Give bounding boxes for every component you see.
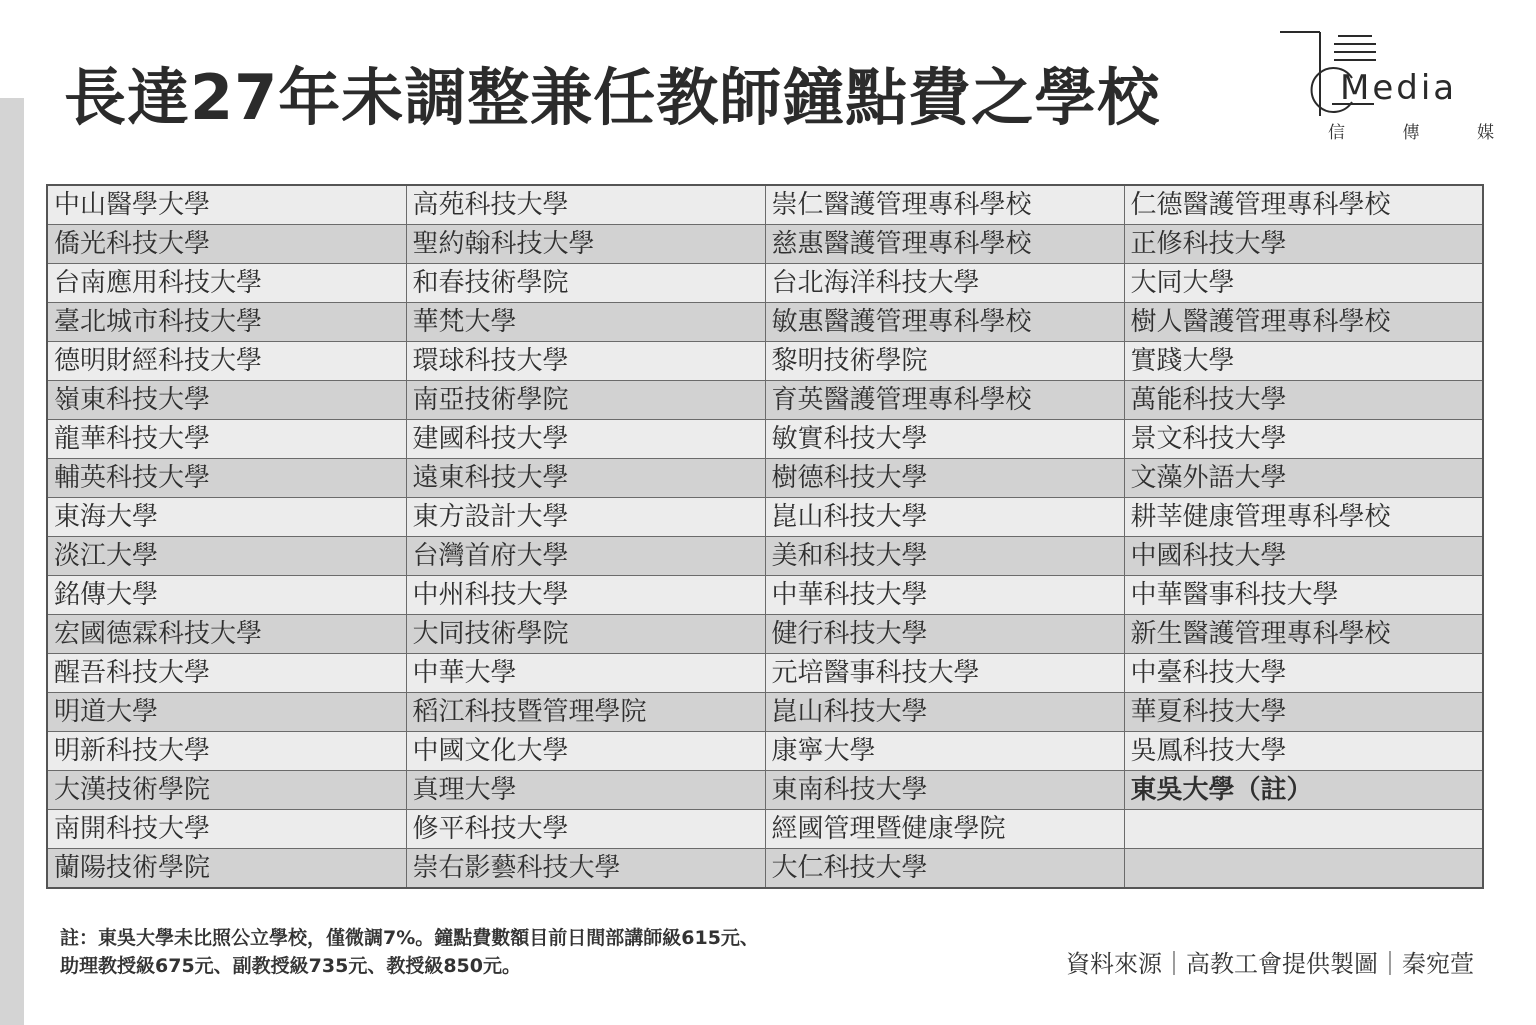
school-cell: 健行科技大學 — [765, 615, 1124, 654]
table-row — [47, 381, 1483, 420]
school-cell: 育英醫護管理專科學校 — [765, 381, 1124, 420]
school-cell: 景文科技大學 — [1124, 420, 1483, 459]
table-row — [47, 342, 1483, 381]
page-title: 長達27年未調整兼任教師鐘點費之學校 — [64, 61, 1161, 134]
table-row — [47, 264, 1483, 303]
schools-table — [46, 184, 1484, 889]
school-cell: 仁德醫護管理專科學校 — [1124, 185, 1483, 225]
school-cell: 華夏科技大學 — [1124, 693, 1483, 732]
school-cell: 中華科技大學 — [765, 576, 1124, 615]
school-cell: 新生醫護管理專科學校 — [1124, 615, 1483, 654]
school-cell: 中華醫事科技大學 — [1124, 576, 1483, 615]
logo-char: 傳 — [1402, 123, 1420, 143]
school-cell: 中臺科技大學 — [1124, 654, 1483, 693]
table-row — [47, 420, 1483, 459]
table-row — [47, 303, 1483, 342]
school-cell — [1124, 810, 1483, 849]
logo-char: 媒 — [1477, 123, 1494, 143]
school-cell: 樹德科技大學 — [765, 459, 1124, 498]
school-cell: 敏實科技大學 — [765, 420, 1124, 459]
school-cell: 聖約翰科技大學 — [406, 225, 765, 264]
school-cell: 中華大學 — [406, 654, 765, 693]
footnote — [60, 924, 759, 980]
school-cell: 吳鳳科技大學 — [1124, 732, 1483, 771]
school-cell: 南亞技術學院 — [406, 381, 765, 420]
school-cell: 醒吾科技大學 — [47, 654, 406, 693]
school-cell: 崇右影藝科技大學 — [406, 849, 765, 889]
school-cell: 龍華科技大學 — [47, 420, 406, 459]
school-cell: 實踐大學 — [1124, 342, 1483, 381]
school-cell: 明新科技大學 — [47, 732, 406, 771]
school-cell: 中山醫學大學 — [47, 185, 406, 225]
logo-chinese-name — [1328, 118, 1494, 143]
table-row — [47, 849, 1483, 889]
school-cell: 崑山科技大學 — [765, 498, 1124, 537]
school-cell: 稻江科技暨管理學院 — [406, 693, 765, 732]
school-cell: 和春技術學院 — [406, 264, 765, 303]
school-cell: 萬能科技大學 — [1124, 381, 1483, 420]
school-cell: 淡江大學 — [47, 537, 406, 576]
school-cell: 嶺東科技大學 — [47, 381, 406, 420]
table-row — [47, 810, 1483, 849]
school-cell: 明道大學 — [47, 693, 406, 732]
school-cell: 崑山科技大學 — [765, 693, 1124, 732]
school-cell: 建國科技大學 — [406, 420, 765, 459]
school-cell: 崇仁醫護管理專科學校 — [765, 185, 1124, 225]
school-cell: 敏惠醫護管理專科學校 — [765, 303, 1124, 342]
footnote-line: 助理教授級675元、副教授級735元、教授級850元。 — [60, 955, 521, 977]
school-cell: 德明財經科技大學 — [47, 342, 406, 381]
school-cell: 正修科技大學 — [1124, 225, 1483, 264]
school-cell: 美和科技大學 — [765, 537, 1124, 576]
school-cell: 華梵大學 — [406, 303, 765, 342]
school-cell: 遠東科技大學 — [406, 459, 765, 498]
school-cell: 樹人醫護管理專科學校 — [1124, 303, 1483, 342]
school-cell: 宏國德霖科技大學 — [47, 615, 406, 654]
school-cell: 南開科技大學 — [47, 810, 406, 849]
school-cell: 環球科技大學 — [406, 342, 765, 381]
school-cell: 東吳大學（註） — [1124, 771, 1483, 810]
school-cell: 中國文化大學 — [406, 732, 765, 771]
school-cell: 東海大學 — [47, 498, 406, 537]
school-cell — [1124, 849, 1483, 889]
school-cell: 中國科技大學 — [1124, 537, 1483, 576]
table-row — [47, 185, 1483, 225]
school-cell: 經國管理暨健康學院 — [765, 810, 1124, 849]
source-credit: 資料來源｜高教工會提供製圖｜秦宛萱 — [1066, 950, 1474, 978]
school-cell: 修平科技大學 — [406, 810, 765, 849]
table-row — [47, 654, 1483, 693]
logo-char: 信 — [1328, 123, 1345, 143]
school-cell: 大漢技術學院 — [47, 771, 406, 810]
table-row — [47, 693, 1483, 732]
school-cell: 元培醫事科技大學 — [765, 654, 1124, 693]
footnote-line: 註：東吳大學未比照公立學校，僅微調7%。鐘點費數額目前日間部講師級615元、 — [60, 927, 759, 949]
school-cell: 中州科技大學 — [406, 576, 765, 615]
school-cell: 台北海洋科技大學 — [765, 264, 1124, 303]
school-cell: 大仁科技大學 — [765, 849, 1124, 889]
school-cell: 輔英科技大學 — [47, 459, 406, 498]
left-accent-bar — [0, 98, 24, 1025]
table-row — [47, 459, 1483, 498]
school-cell: 文藻外語大學 — [1124, 459, 1483, 498]
table-row — [47, 615, 1483, 654]
school-cell: 銘傳大學 — [47, 576, 406, 615]
school-cell: 台灣首府大學 — [406, 537, 765, 576]
table-row — [47, 771, 1483, 810]
school-cell: 真理大學 — [406, 771, 765, 810]
school-cell: 大同技術學院 — [406, 615, 765, 654]
school-cell: 慈惠醫護管理專科學校 — [765, 225, 1124, 264]
table-row — [47, 537, 1483, 576]
school-cell: 僑光科技大學 — [47, 225, 406, 264]
logo-wordmark: Media — [1340, 68, 1458, 108]
school-cell: 高苑科技大學 — [406, 185, 765, 225]
table-row — [47, 225, 1483, 264]
school-cell: 耕莘健康管理專科學校 — [1124, 498, 1483, 537]
school-cell: 臺北城市科技大學 — [47, 303, 406, 342]
school-cell: 康寧大學 — [765, 732, 1124, 771]
table-row — [47, 498, 1483, 537]
school-cell: 大同大學 — [1124, 264, 1483, 303]
school-cell: 台南應用科技大學 — [47, 264, 406, 303]
table-row — [47, 732, 1483, 771]
school-cell: 黎明技術學院 — [765, 342, 1124, 381]
media-logo — [1276, 26, 1496, 146]
school-cell: 東南科技大學 — [765, 771, 1124, 810]
table-row — [47, 576, 1483, 615]
school-cell: 東方設計大學 — [406, 498, 765, 537]
school-cell: 蘭陽技術學院 — [47, 849, 406, 889]
